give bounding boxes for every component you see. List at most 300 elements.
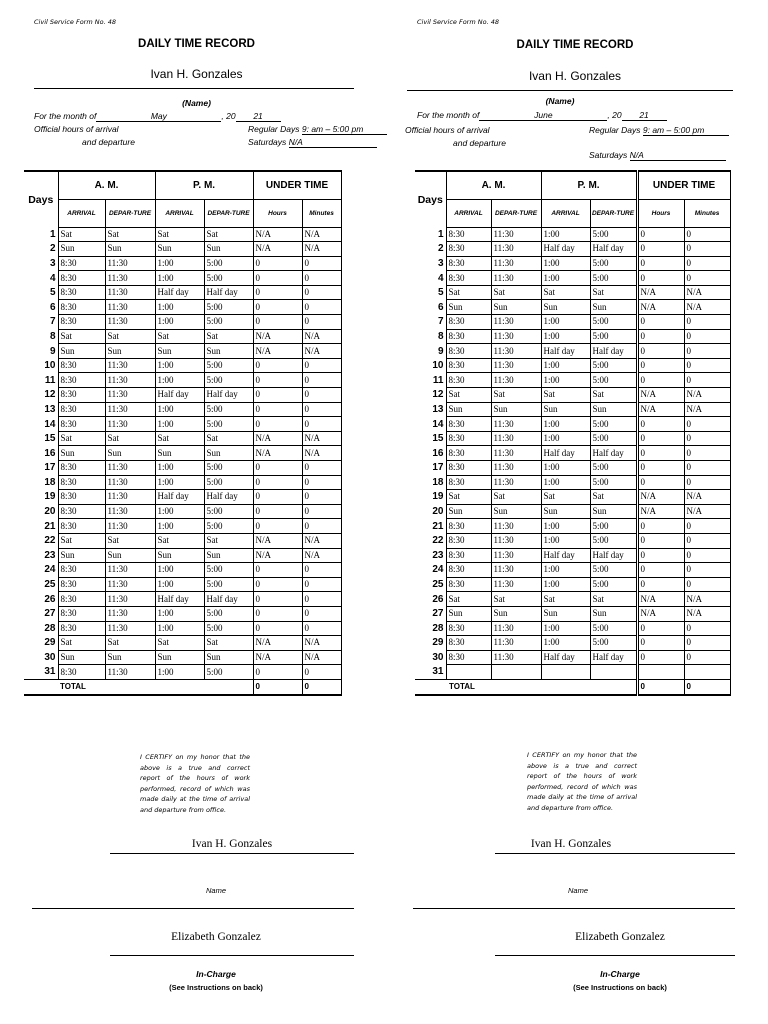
pm-departure: 5:00 <box>204 504 253 519</box>
undertime-minutes: N/A <box>684 490 730 505</box>
am-arrival: Sat <box>446 490 491 505</box>
am-departure: 11:30 <box>105 592 155 607</box>
am-departure: Sat <box>491 285 541 300</box>
name-line <box>407 90 733 91</box>
pm-arrival: 1:00 <box>155 563 204 578</box>
am-arrival: 8:30 <box>446 358 491 373</box>
pm-departure: Sat <box>590 285 637 300</box>
day-number: 26 <box>432 593 444 605</box>
pm-departure: Sun <box>590 504 637 519</box>
undertime-minutes: N/A <box>684 285 730 300</box>
pm-arrival: Sat <box>541 592 590 607</box>
am-departure: 11:30 <box>491 446 541 461</box>
am-departure: 11:30 <box>105 519 155 534</box>
pm-departure: Half day <box>204 592 253 607</box>
table-row <box>415 388 730 403</box>
pm-arrival-header: ARRIVAL <box>155 199 204 227</box>
day-number: 31 <box>432 666 444 678</box>
am-arrival: Sun <box>58 446 105 461</box>
undertime-minutes: N/A <box>302 242 341 257</box>
pm-departure: 5:00 <box>204 300 253 315</box>
am-arrival: Sun <box>58 650 105 665</box>
pm-arrival: Half day <box>155 490 204 505</box>
day-number: 22 <box>432 535 444 547</box>
undertime-minutes: N/A <box>302 344 341 359</box>
am-arrival: Sat <box>58 636 105 651</box>
table-row <box>24 592 341 607</box>
am-arrival: 8:30 <box>58 621 105 636</box>
am-departure: 11:30 <box>491 636 541 651</box>
table-row <box>24 285 341 300</box>
total-hours: 0 <box>253 679 302 694</box>
signature-name: Ivan H. Gonzales <box>191 838 273 850</box>
undertime-header: UNDER TIME <box>253 171 341 199</box>
table-row <box>24 606 341 621</box>
undertime-hours: 0 <box>637 650 684 665</box>
undertime-minutes: 0 <box>684 344 730 359</box>
pm-arrival: 1:00 <box>541 227 590 242</box>
undertime-hours: 0 <box>253 475 302 490</box>
am-departure: Sat <box>105 636 155 651</box>
pm-departure-header: DEPAR-TURE <box>204 199 253 227</box>
incharge-label: In-Charge <box>196 969 236 979</box>
pm-departure: 5:00 <box>204 519 253 534</box>
undertime-hours: 0 <box>253 285 302 300</box>
day-number: 30 <box>44 652 56 664</box>
am-arrival: 8:30 <box>446 636 491 651</box>
undertime-minutes: N/A <box>302 227 341 242</box>
pm-arrival: Sat <box>541 490 590 505</box>
day-number: 25 <box>432 579 444 591</box>
pm-departure: Sat <box>590 592 637 607</box>
official-hours-label: Official hours of arrival <box>34 124 119 134</box>
table-row <box>24 533 341 548</box>
pm-departure: Half day <box>590 344 637 359</box>
pm-departure: Sat <box>204 227 253 242</box>
table-row <box>24 417 341 432</box>
undertime-minutes: 0 <box>302 271 341 286</box>
name-line-bottom <box>413 908 735 909</box>
am-departure: Sun <box>105 446 155 461</box>
am-arrival: Sun <box>58 242 105 257</box>
day-number: 8 <box>49 330 56 342</box>
form-title: DAILY TIME RECORD <box>516 39 634 51</box>
pm-departure: Half day <box>590 548 637 563</box>
table-row <box>415 592 730 607</box>
am-arrival: 8:30 <box>58 256 105 271</box>
am-arrival: 8:30 <box>58 417 105 432</box>
day-number: 9 <box>437 345 444 357</box>
pm-departure: Sun <box>204 344 253 359</box>
am-departure: Sun <box>491 300 541 315</box>
table-row <box>415 431 730 446</box>
incharge-label: In-Charge <box>600 969 640 979</box>
table-row <box>24 650 341 665</box>
pm-departure: Half day <box>204 285 253 300</box>
am-arrival: Sun <box>58 548 105 563</box>
table-row <box>415 461 730 476</box>
pm-arrival: Sun <box>155 242 204 257</box>
day-number: 24 <box>432 564 444 576</box>
pm-arrival: Sat <box>155 431 204 446</box>
table-row <box>24 388 341 403</box>
am-departure: 11:30 <box>105 475 155 490</box>
undertime-hours: N/A <box>637 402 684 417</box>
table-row <box>24 227 341 242</box>
pm-departure: 5:00 <box>204 402 253 417</box>
am-departure: 11:30 <box>105 606 155 621</box>
pm-departure: Sun <box>590 300 637 315</box>
pm-arrival: Sun <box>541 402 590 417</box>
table-row <box>24 431 341 446</box>
table-row <box>415 358 730 373</box>
regular-days: Regular Days 9: am – 5:00 pm <box>248 124 387 135</box>
month-line: For the month of June , 20 21 <box>417 110 667 121</box>
pm-arrival: 1:00 <box>541 475 590 490</box>
pm-departure: 5:00 <box>590 533 637 548</box>
table-row <box>415 227 730 242</box>
undertime-hours: N/A <box>637 300 684 315</box>
day-number: 1 <box>49 228 56 240</box>
undertime-hours: 0 <box>253 402 302 417</box>
pm-departure: 5:00 <box>590 461 637 476</box>
day-number: 22 <box>44 535 56 547</box>
table-row <box>24 519 341 534</box>
pm-arrival: 1:00 <box>155 373 204 388</box>
day-number: 3 <box>437 257 444 269</box>
undertime-hours: N/A <box>253 227 302 242</box>
undertime-minutes: 0 <box>684 475 730 490</box>
pm-departure: 5:00 <box>204 621 253 636</box>
incharge-line <box>495 955 735 956</box>
pm-departure: 5:00 <box>204 315 253 330</box>
pm-arrival: 1:00 <box>155 271 204 286</box>
pm-arrival: 1:00 <box>155 256 204 271</box>
pm-departure <box>590 665 637 680</box>
pm-arrival: Half day <box>541 344 590 359</box>
am-arrival: 8:30 <box>446 329 491 344</box>
dtr-rows <box>415 227 730 679</box>
pm-arrival: 1:00 <box>541 358 590 373</box>
undertime-hours: N/A <box>637 490 684 505</box>
pm-arrival: 1:00 <box>155 504 204 519</box>
table-row <box>415 271 730 286</box>
signature-name: Ivan H. Gonzales <box>530 838 612 850</box>
undertime-minutes: N/A <box>684 388 730 403</box>
dtr-form-june <box>405 0 750 1024</box>
undertime-hours: 0 <box>637 417 684 432</box>
table-row <box>415 504 730 519</box>
pm-departure: 5:00 <box>204 563 253 578</box>
am-departure: 11:30 <box>105 373 155 388</box>
undertime-hours: N/A <box>637 592 684 607</box>
am-departure: 11:30 <box>491 417 541 432</box>
pm-departure: Half day <box>590 242 637 257</box>
undertime-minutes: N/A <box>302 533 341 548</box>
pm-departure: 5:00 <box>590 519 637 534</box>
day-number: 8 <box>437 330 444 342</box>
hours-header: Hours <box>253 199 302 227</box>
undertime-hours: 0 <box>637 344 684 359</box>
am-departure: 11:30 <box>105 665 155 680</box>
am-arrival: 8:30 <box>58 665 105 680</box>
pm-arrival: 1:00 <box>155 417 204 432</box>
pm-arrival <box>541 665 590 680</box>
name-line-bottom <box>32 908 354 909</box>
am-arrival: Sat <box>446 592 491 607</box>
undertime-minutes: 0 <box>302 519 341 534</box>
day-number: 17 <box>44 462 56 474</box>
pm-arrival: 1:00 <box>541 636 590 651</box>
pm-arrival: Sun <box>155 548 204 563</box>
undertime-hours: N/A <box>637 388 684 403</box>
undertime-hours: 0 <box>253 271 302 286</box>
pm-departure: 5:00 <box>204 577 253 592</box>
am-departure: 11:30 <box>491 650 541 665</box>
undertime-minutes: 0 <box>302 315 341 330</box>
pm-arrival: Sun <box>155 344 204 359</box>
am-arrival: Sat <box>58 431 105 446</box>
pm-departure: Sun <box>204 548 253 563</box>
am-arrival: 8:30 <box>446 475 491 490</box>
am-arrival: 8:30 <box>446 344 491 359</box>
undertime-hours: N/A <box>253 650 302 665</box>
am-departure: Sun <box>105 548 155 563</box>
am-departure: 11:30 <box>105 504 155 519</box>
undertime-hours: N/A <box>253 446 302 461</box>
total-hours: 0 <box>637 679 684 694</box>
minutes-header: Minutes <box>684 199 730 227</box>
pm-arrival: 1:00 <box>155 519 204 534</box>
undertime-minutes: N/A <box>684 300 730 315</box>
am-arrival: 8:30 <box>58 519 105 534</box>
am-arrival: Sat <box>58 227 105 242</box>
table-row <box>415 329 730 344</box>
undertime-hours: 0 <box>637 315 684 330</box>
pm-departure: Half day <box>590 650 637 665</box>
day-number: 21 <box>44 520 56 532</box>
day-number: 17 <box>432 462 444 474</box>
undertime-minutes: 0 <box>684 227 730 242</box>
am-arrival: 8:30 <box>446 650 491 665</box>
am-header: A. M. <box>446 171 541 199</box>
am-departure: 11:30 <box>491 256 541 271</box>
undertime-hours: 0 <box>253 606 302 621</box>
undertime-minutes: 0 <box>684 533 730 548</box>
table-row <box>415 519 730 534</box>
undertime-hours: 0 <box>253 388 302 403</box>
table-row <box>415 344 730 359</box>
pm-departure: 5:00 <box>204 606 253 621</box>
pm-arrival: 1:00 <box>541 256 590 271</box>
am-arrival: 8:30 <box>58 388 105 403</box>
saturdays: Saturdays N/A <box>248 137 377 148</box>
pm-departure: 5:00 <box>590 577 637 592</box>
am-departure: Sun <box>105 650 155 665</box>
pm-arrival: Half day <box>155 388 204 403</box>
pm-arrival: 1:00 <box>541 315 590 330</box>
day-number: 20 <box>432 506 444 518</box>
undertime-hours: N/A <box>637 504 684 519</box>
name-line <box>34 88 354 89</box>
am-arrival: Sun <box>446 402 491 417</box>
pm-arrival: 1:00 <box>155 461 204 476</box>
day-number: 29 <box>432 637 444 649</box>
table-row <box>24 475 341 490</box>
am-departure: 11:30 <box>105 388 155 403</box>
day-number: 24 <box>44 564 56 576</box>
pm-departure: 5:00 <box>590 475 637 490</box>
undertime-minutes: 0 <box>302 504 341 519</box>
day-number: 5 <box>437 287 444 299</box>
day-number: 5 <box>49 287 56 299</box>
day-number: 7 <box>437 316 444 328</box>
table-row <box>24 461 341 476</box>
day-number: 19 <box>44 491 56 503</box>
instructions-note: (See Instructions on back) <box>169 983 263 992</box>
am-departure: 11:30 <box>491 329 541 344</box>
am-arrival: 8:30 <box>58 358 105 373</box>
undertime-hours: 0 <box>253 461 302 476</box>
am-arrival: 8:30 <box>58 315 105 330</box>
table-row <box>24 665 341 680</box>
day-number: 14 <box>44 418 56 430</box>
undertime-minutes: 0 <box>684 577 730 592</box>
pm-departure: 5:00 <box>204 475 253 490</box>
table-row <box>24 329 341 344</box>
undertime-minutes: 0 <box>302 402 341 417</box>
undertime-hours: N/A <box>253 344 302 359</box>
am-arrival: 8:30 <box>58 592 105 607</box>
undertime-hours: N/A <box>253 329 302 344</box>
table-row <box>24 271 341 286</box>
pm-arrival: Sun <box>541 504 590 519</box>
table-row <box>24 300 341 315</box>
am-arrival: 8:30 <box>446 548 491 563</box>
am-departure: 11:30 <box>105 490 155 505</box>
am-arrival: 8:30 <box>58 300 105 315</box>
pm-departure: Sat <box>204 533 253 548</box>
official-hours-label: Official hours of arrival <box>405 125 490 135</box>
pm-departure: 5:00 <box>204 256 253 271</box>
pm-departure: 5:00 <box>590 358 637 373</box>
pm-departure: Half day <box>204 490 253 505</box>
undertime-minutes: 0 <box>684 358 730 373</box>
pm-arrival: Half day <box>155 592 204 607</box>
day-number: 25 <box>44 579 56 591</box>
am-departure: Sat <box>491 592 541 607</box>
undertime-minutes: 0 <box>684 636 730 651</box>
month-value: May <box>96 111 221 122</box>
am-departure-header: DEPAR-TURE <box>491 199 541 227</box>
table-row <box>415 315 730 330</box>
undertime-minutes: 0 <box>302 461 341 476</box>
total-minutes: 0 <box>302 679 341 694</box>
day-number: 18 <box>44 476 56 488</box>
undertime-minutes: 0 <box>684 373 730 388</box>
am-arrival: 8:30 <box>58 606 105 621</box>
undertime-minutes: 0 <box>302 373 341 388</box>
am-departure: 11:30 <box>491 519 541 534</box>
pm-arrival: 1:00 <box>541 271 590 286</box>
day-number: 11 <box>432 374 444 386</box>
pm-departure: Sun <box>204 242 253 257</box>
undertime-hours: 0 <box>253 592 302 607</box>
table-row <box>415 665 730 680</box>
pm-arrival: Half day <box>541 446 590 461</box>
am-arrival-header: ARRIVAL <box>58 199 105 227</box>
undertime-hours: 0 <box>637 358 684 373</box>
undertime-hours: 0 <box>637 621 684 636</box>
am-departure: 11:30 <box>491 563 541 578</box>
undertime-header: UNDER TIME <box>637 171 730 199</box>
am-departure: Sun <box>491 504 541 519</box>
undertime-hours: 0 <box>637 475 684 490</box>
day-number: 23 <box>44 549 56 561</box>
undertime-minutes: 0 <box>302 606 341 621</box>
day-number: 21 <box>432 520 444 532</box>
undertime-hours: 0 <box>253 256 302 271</box>
am-arrival: 8:30 <box>446 315 491 330</box>
pm-departure: Sat <box>204 431 253 446</box>
pm-departure: 5:00 <box>590 431 637 446</box>
undertime-minutes: 0 <box>302 388 341 403</box>
pm-departure: 5:00 <box>204 665 253 680</box>
table-row <box>24 563 341 578</box>
am-departure: Sat <box>105 227 155 242</box>
table-row <box>415 490 730 505</box>
name-label: Name <box>205 886 226 895</box>
month-line: For the month of May , 20 21 <box>34 111 281 122</box>
am-arrival: Sat <box>446 285 491 300</box>
pm-arrival: Sun <box>155 446 204 461</box>
table-row <box>24 315 341 330</box>
day-number: 16 <box>432 447 444 459</box>
am-departure: 11:30 <box>105 402 155 417</box>
form-title: DAILY TIME RECORD <box>138 38 255 50</box>
am-departure: 11:30 <box>491 358 541 373</box>
undertime-minutes: 0 <box>684 417 730 432</box>
pm-departure: Sat <box>204 636 253 651</box>
dtr-table <box>415 170 731 696</box>
undertime-minutes: 0 <box>302 621 341 636</box>
pm-departure: 5:00 <box>590 417 637 432</box>
am-departure: Sun <box>491 402 541 417</box>
am-arrival: Sun <box>58 344 105 359</box>
pm-departure: 5:00 <box>204 461 253 476</box>
am-arrival: 8:30 <box>446 563 491 578</box>
am-arrival: Sun <box>446 606 491 621</box>
undertime-minutes: N/A <box>302 650 341 665</box>
undertime-minutes: N/A <box>684 606 730 621</box>
undertime-hours: 0 <box>637 548 684 563</box>
undertime-hours: 0 <box>637 577 684 592</box>
table-row <box>415 577 730 592</box>
undertime-minutes: 0 <box>302 417 341 432</box>
pm-arrival-header: ARRIVAL <box>541 199 590 227</box>
undertime-minutes: 0 <box>684 431 730 446</box>
undertime-minutes: N/A <box>684 592 730 607</box>
pm-arrival: 1:00 <box>541 461 590 476</box>
am-departure: 11:30 <box>105 461 155 476</box>
days-header: Days <box>415 171 446 227</box>
hours-header: Hours <box>637 199 684 227</box>
day-number: 2 <box>49 243 56 255</box>
undertime-hours: 0 <box>637 519 684 534</box>
pm-arrival: Sun <box>155 650 204 665</box>
undertime-minutes: 0 <box>302 475 341 490</box>
day-number: 27 <box>432 608 444 620</box>
